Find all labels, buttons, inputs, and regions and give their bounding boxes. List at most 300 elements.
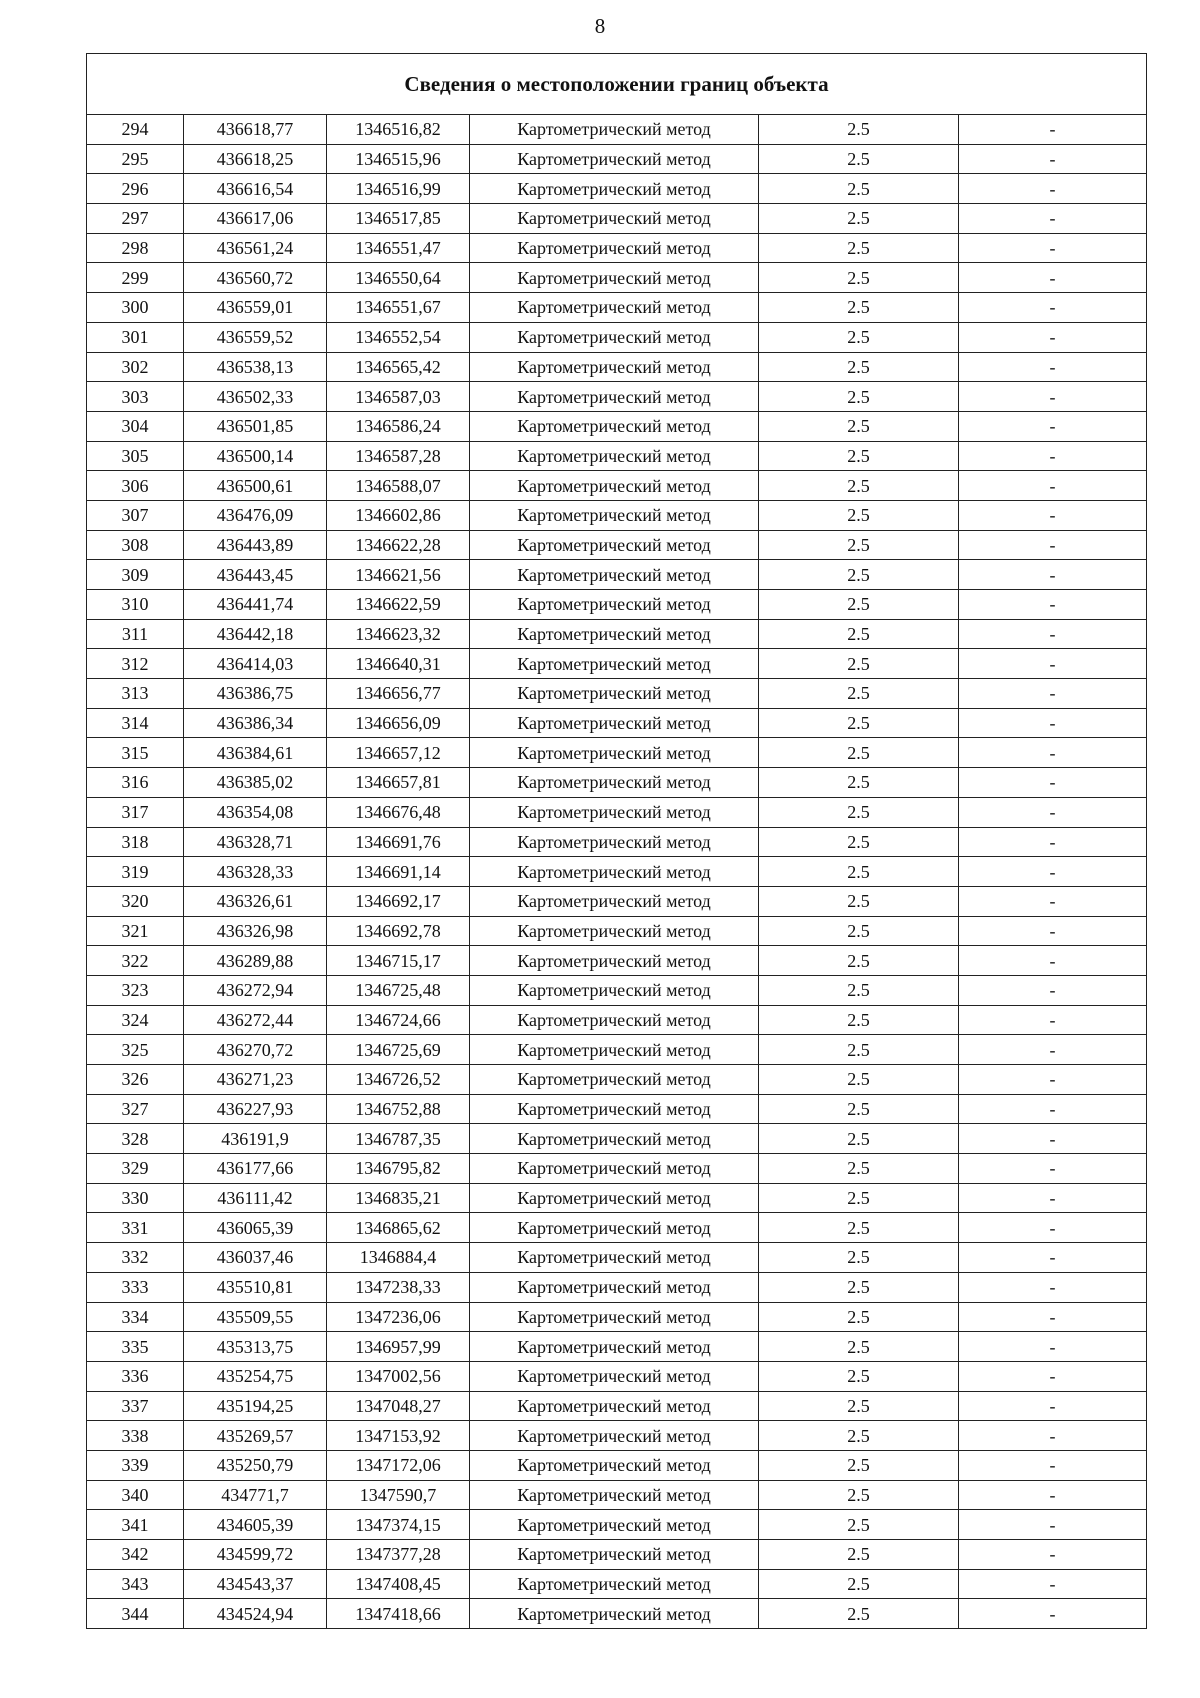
- cell-note: -: [959, 352, 1147, 382]
- cell-method: Картометрический метод: [470, 857, 759, 887]
- table-row: [87, 946, 1147, 976]
- table-row: [87, 1124, 1147, 1154]
- cell-x: 436289,88: [184, 946, 327, 976]
- cell-x: 436502,33: [184, 382, 327, 412]
- cell-note: -: [959, 857, 1147, 887]
- cell-accuracy: 2.5: [759, 619, 959, 649]
- cell-point: 323: [87, 975, 184, 1005]
- cell-accuracy: 2.5: [759, 1599, 959, 1629]
- cell-point: 317: [87, 797, 184, 827]
- cell-y: 1346516,82: [327, 115, 470, 145]
- cell-note: -: [959, 1154, 1147, 1184]
- cell-y: 1347408,45: [327, 1569, 470, 1599]
- cell-point: 314: [87, 708, 184, 738]
- cell-y: 1346622,59: [327, 590, 470, 620]
- table-row: [87, 322, 1147, 352]
- cell-accuracy: 2.5: [759, 322, 959, 352]
- cell-point: 297: [87, 204, 184, 234]
- table-row: [87, 1480, 1147, 1510]
- cell-point: 311: [87, 619, 184, 649]
- table-row: [87, 1065, 1147, 1095]
- cell-y: 1347236,06: [327, 1302, 470, 1332]
- cell-method: Картометрический метод: [470, 204, 759, 234]
- table-row: [87, 1213, 1147, 1243]
- cell-y: 1346787,35: [327, 1124, 470, 1154]
- cell-x: 436270,72: [184, 1035, 327, 1065]
- cell-method: Картометрический метод: [470, 1124, 759, 1154]
- cell-method: Картометрический метод: [470, 471, 759, 501]
- table-row: [87, 975, 1147, 1005]
- cell-accuracy: 2.5: [759, 233, 959, 263]
- cell-note: -: [959, 1065, 1147, 1095]
- cell-method: Картометрический метод: [470, 738, 759, 768]
- cell-note: -: [959, 1450, 1147, 1480]
- cell-x: 434543,37: [184, 1569, 327, 1599]
- cell-note: -: [959, 649, 1147, 679]
- cell-note: -: [959, 768, 1147, 798]
- cell-note: -: [959, 530, 1147, 560]
- cell-y: 1346657,81: [327, 768, 470, 798]
- table-row: [87, 590, 1147, 620]
- cell-accuracy: 2.5: [759, 1302, 959, 1332]
- boundary-coordinates-table: [86, 53, 1147, 1629]
- cell-accuracy: 2.5: [759, 768, 959, 798]
- cell-point: 325: [87, 1035, 184, 1065]
- cell-accuracy: 2.5: [759, 1035, 959, 1065]
- cell-y: 1346692,78: [327, 916, 470, 946]
- table-row: [87, 649, 1147, 679]
- cell-accuracy: 2.5: [759, 946, 959, 976]
- cell-x: 436111,42: [184, 1183, 327, 1213]
- cell-accuracy: 2.5: [759, 590, 959, 620]
- cell-point: 307: [87, 500, 184, 530]
- cell-method: Картометрический метод: [470, 886, 759, 916]
- cell-note: -: [959, 382, 1147, 412]
- cell-method: Картометрический метод: [470, 1183, 759, 1213]
- cell-x: 436037,46: [184, 1243, 327, 1273]
- cell-x: 435250,79: [184, 1450, 327, 1480]
- cell-method: Картометрический метод: [470, 1154, 759, 1184]
- cell-point: 328: [87, 1124, 184, 1154]
- cell-point: 334: [87, 1302, 184, 1332]
- cell-method: Картометрический метод: [470, 115, 759, 145]
- cell-note: -: [959, 1332, 1147, 1362]
- cell-x: 436354,08: [184, 797, 327, 827]
- cell-accuracy: 2.5: [759, 1005, 959, 1035]
- table-row: [87, 204, 1147, 234]
- table-row: [87, 1361, 1147, 1391]
- table-title: Сведения о местоположении границ объекта: [87, 54, 1147, 115]
- cell-note: -: [959, 1361, 1147, 1391]
- cell-accuracy: 2.5: [759, 1361, 959, 1391]
- cell-method: Картометрический метод: [470, 1391, 759, 1421]
- cell-accuracy: 2.5: [759, 115, 959, 145]
- cell-method: Картометрический метод: [470, 1450, 759, 1480]
- cell-accuracy: 2.5: [759, 1569, 959, 1599]
- cell-note: -: [959, 322, 1147, 352]
- cell-accuracy: 2.5: [759, 1213, 959, 1243]
- table-row: [87, 144, 1147, 174]
- cell-accuracy: 2.5: [759, 649, 959, 679]
- cell-point: 340: [87, 1480, 184, 1510]
- cell-y: 1346725,69: [327, 1035, 470, 1065]
- cell-note: -: [959, 115, 1147, 145]
- cell-point: 316: [87, 768, 184, 798]
- cell-x: 435254,75: [184, 1361, 327, 1391]
- cell-accuracy: 2.5: [759, 1094, 959, 1124]
- cell-x: 436618,77: [184, 115, 327, 145]
- cell-y: 1346565,42: [327, 352, 470, 382]
- cell-note: -: [959, 1035, 1147, 1065]
- cell-point: 308: [87, 530, 184, 560]
- cell-y: 1346884,4: [327, 1243, 470, 1273]
- table-row: [87, 1332, 1147, 1362]
- cell-method: Картометрический метод: [470, 174, 759, 204]
- cell-method: Картометрический метод: [470, 233, 759, 263]
- cell-accuracy: 2.5: [759, 1480, 959, 1510]
- cell-y: 1346957,99: [327, 1332, 470, 1362]
- cell-point: 309: [87, 560, 184, 590]
- cell-note: -: [959, 174, 1147, 204]
- cell-x: 436559,01: [184, 293, 327, 323]
- cell-accuracy: 2.5: [759, 1510, 959, 1540]
- cell-method: Картометрический метод: [470, 975, 759, 1005]
- table-row: [87, 115, 1147, 145]
- table-row: [87, 1302, 1147, 1332]
- cell-accuracy: 2.5: [759, 263, 959, 293]
- cell-x: 436500,14: [184, 441, 327, 471]
- cell-accuracy: 2.5: [759, 471, 959, 501]
- cell-note: -: [959, 233, 1147, 263]
- cell-note: -: [959, 471, 1147, 501]
- cell-point: 333: [87, 1272, 184, 1302]
- cell-accuracy: 2.5: [759, 738, 959, 768]
- cell-point: 294: [87, 115, 184, 145]
- cell-y: 1346621,56: [327, 560, 470, 590]
- cell-note: -: [959, 708, 1147, 738]
- cell-point: 299: [87, 263, 184, 293]
- cell-method: Картометрический метод: [470, 679, 759, 709]
- cell-point: 322: [87, 946, 184, 976]
- table-row: [87, 1510, 1147, 1540]
- cell-y: 1346640,31: [327, 649, 470, 679]
- cell-x: 436065,39: [184, 1213, 327, 1243]
- table-row: [87, 352, 1147, 382]
- cell-method: Картометрический метод: [470, 619, 759, 649]
- cell-note: -: [959, 1272, 1147, 1302]
- cell-method: Картометрический метод: [470, 144, 759, 174]
- table-row: [87, 1183, 1147, 1213]
- cell-point: 324: [87, 1005, 184, 1035]
- table-row: [87, 1005, 1147, 1035]
- cell-point: 337: [87, 1391, 184, 1421]
- cell-note: -: [959, 886, 1147, 916]
- cell-note: -: [959, 1213, 1147, 1243]
- cell-point: 303: [87, 382, 184, 412]
- cell-point: 318: [87, 827, 184, 857]
- cell-accuracy: 2.5: [759, 1154, 959, 1184]
- table-row: [87, 263, 1147, 293]
- cell-method: Картометрический метод: [470, 1540, 759, 1570]
- cell-accuracy: 2.5: [759, 411, 959, 441]
- cell-y: 1347238,33: [327, 1272, 470, 1302]
- table-row: [87, 1540, 1147, 1570]
- cell-y: 1346656,09: [327, 708, 470, 738]
- cell-y: 1347002,56: [327, 1361, 470, 1391]
- cell-point: 331: [87, 1213, 184, 1243]
- cell-x: 436616,54: [184, 174, 327, 204]
- table-row: [87, 1599, 1147, 1629]
- cell-x: 436618,25: [184, 144, 327, 174]
- cell-y: 1346676,48: [327, 797, 470, 827]
- cell-x: 436500,61: [184, 471, 327, 501]
- table-row: [87, 174, 1147, 204]
- cell-x: 436476,09: [184, 500, 327, 530]
- cell-note: -: [959, 1302, 1147, 1332]
- cell-point: 342: [87, 1540, 184, 1570]
- cell-x: 436443,45: [184, 560, 327, 590]
- cell-y: 1347590,7: [327, 1480, 470, 1510]
- cell-y: 1347153,92: [327, 1421, 470, 1451]
- table-row: [87, 679, 1147, 709]
- table-row: [87, 857, 1147, 887]
- cell-note: -: [959, 1480, 1147, 1510]
- cell-accuracy: 2.5: [759, 1391, 959, 1421]
- cell-accuracy: 2.5: [759, 1243, 959, 1273]
- cell-note: -: [959, 144, 1147, 174]
- cell-accuracy: 2.5: [759, 500, 959, 530]
- cell-method: Картометрический метод: [470, 916, 759, 946]
- cell-method: Картометрический метод: [470, 1421, 759, 1451]
- table-row: [87, 530, 1147, 560]
- cell-point: 344: [87, 1599, 184, 1629]
- cell-note: -: [959, 827, 1147, 857]
- cell-note: -: [959, 411, 1147, 441]
- table-body: [87, 115, 1147, 1629]
- cell-method: Картометрический метод: [470, 797, 759, 827]
- cell-point: 330: [87, 1183, 184, 1213]
- cell-y: 1347172,06: [327, 1450, 470, 1480]
- cell-y: 1346691,76: [327, 827, 470, 857]
- cell-point: 332: [87, 1243, 184, 1273]
- page-number: 8: [594, 14, 606, 38]
- cell-x: 434605,39: [184, 1510, 327, 1540]
- cell-x: 436561,24: [184, 233, 327, 263]
- cell-point: 320: [87, 886, 184, 916]
- table-row: [87, 1154, 1147, 1184]
- cell-point: 336: [87, 1361, 184, 1391]
- cell-method: Картометрический метод: [470, 946, 759, 976]
- table-row: [87, 1272, 1147, 1302]
- cell-y: 1346602,86: [327, 500, 470, 530]
- cell-accuracy: 2.5: [759, 441, 959, 471]
- cell-y: 1346587,03: [327, 382, 470, 412]
- cell-accuracy: 2.5: [759, 1272, 959, 1302]
- cell-accuracy: 2.5: [759, 886, 959, 916]
- cell-method: Картометрический метод: [470, 352, 759, 382]
- table-row: [87, 441, 1147, 471]
- cell-method: Картометрический метод: [470, 1243, 759, 1273]
- cell-y: 1347374,15: [327, 1510, 470, 1540]
- cell-accuracy: 2.5: [759, 382, 959, 412]
- cell-x: 436326,98: [184, 916, 327, 946]
- cell-method: Картометрический метод: [470, 827, 759, 857]
- cell-accuracy: 2.5: [759, 352, 959, 382]
- cell-x: 436385,02: [184, 768, 327, 798]
- cell-y: 1346725,48: [327, 975, 470, 1005]
- cell-method: Картометрический метод: [470, 768, 759, 798]
- cell-point: 310: [87, 590, 184, 620]
- cell-x: 436501,85: [184, 411, 327, 441]
- cell-accuracy: 2.5: [759, 530, 959, 560]
- cell-note: -: [959, 263, 1147, 293]
- cell-note: -: [959, 797, 1147, 827]
- cell-note: -: [959, 916, 1147, 946]
- cell-method: Картометрический метод: [470, 1035, 759, 1065]
- cell-accuracy: 2.5: [759, 1124, 959, 1154]
- cell-y: 1347048,27: [327, 1391, 470, 1421]
- cell-point: 329: [87, 1154, 184, 1184]
- cell-accuracy: 2.5: [759, 916, 959, 946]
- cell-note: -: [959, 679, 1147, 709]
- cell-y: 1347418,66: [327, 1599, 470, 1629]
- table-row: [87, 471, 1147, 501]
- cell-point: 338: [87, 1421, 184, 1451]
- cell-x: 436328,33: [184, 857, 327, 887]
- table-row: [87, 1450, 1147, 1480]
- cell-y: 1346588,07: [327, 471, 470, 501]
- cell-point: 319: [87, 857, 184, 887]
- cell-note: -: [959, 1183, 1147, 1213]
- cell-note: -: [959, 1569, 1147, 1599]
- cell-note: -: [959, 1391, 1147, 1421]
- cell-x: 436442,18: [184, 619, 327, 649]
- cell-y: 1346724,66: [327, 1005, 470, 1035]
- cell-point: 305: [87, 441, 184, 471]
- cell-x: 436617,06: [184, 204, 327, 234]
- cell-method: Картометрический метод: [470, 708, 759, 738]
- table-row: [87, 500, 1147, 530]
- cell-note: -: [959, 1094, 1147, 1124]
- cell-x: 436538,13: [184, 352, 327, 382]
- cell-note: -: [959, 1510, 1147, 1540]
- cell-point: 300: [87, 293, 184, 323]
- cell-method: Картометрический метод: [470, 1065, 759, 1095]
- cell-accuracy: 2.5: [759, 144, 959, 174]
- cell-y: 1346551,47: [327, 233, 470, 263]
- cell-x: 436272,44: [184, 1005, 327, 1035]
- cell-y: 1347377,28: [327, 1540, 470, 1570]
- cell-x: 435509,55: [184, 1302, 327, 1332]
- cell-note: -: [959, 619, 1147, 649]
- cell-method: Картометрический метод: [470, 1302, 759, 1332]
- cell-note: -: [959, 560, 1147, 590]
- table-row: [87, 619, 1147, 649]
- cell-accuracy: 2.5: [759, 1450, 959, 1480]
- cell-point: 312: [87, 649, 184, 679]
- cell-x: 436272,94: [184, 975, 327, 1005]
- table-row: [87, 382, 1147, 412]
- cell-note: -: [959, 1005, 1147, 1035]
- cell-y: 1346515,96: [327, 144, 470, 174]
- cell-y: 1346865,62: [327, 1213, 470, 1243]
- cell-point: 341: [87, 1510, 184, 1540]
- cell-point: 301: [87, 322, 184, 352]
- table-row: [87, 916, 1147, 946]
- cell-method: Картометрический метод: [470, 1569, 759, 1599]
- table-row: [87, 708, 1147, 738]
- cell-point: 313: [87, 679, 184, 709]
- cell-x: 436414,03: [184, 649, 327, 679]
- table-row: [87, 1391, 1147, 1421]
- cell-accuracy: 2.5: [759, 1183, 959, 1213]
- cell-x: 436326,61: [184, 886, 327, 916]
- cell-method: Картометрический метод: [470, 649, 759, 679]
- cell-x: 436560,72: [184, 263, 327, 293]
- cell-method: Картометрический метод: [470, 322, 759, 352]
- table-row: [87, 886, 1147, 916]
- cell-y: 1346517,85: [327, 204, 470, 234]
- cell-x: 434771,7: [184, 1480, 327, 1510]
- cell-note: -: [959, 1599, 1147, 1629]
- cell-x: 436271,23: [184, 1065, 327, 1095]
- cell-x: 436386,34: [184, 708, 327, 738]
- table-row: [87, 1243, 1147, 1273]
- cell-accuracy: 2.5: [759, 975, 959, 1005]
- cell-y: 1346622,28: [327, 530, 470, 560]
- cell-note: -: [959, 1421, 1147, 1451]
- cell-point: 335: [87, 1332, 184, 1362]
- cell-note: -: [959, 1243, 1147, 1273]
- cell-x: 435313,75: [184, 1332, 327, 1362]
- cell-point: 295: [87, 144, 184, 174]
- cell-accuracy: 2.5: [759, 1421, 959, 1451]
- cell-x: 436384,61: [184, 738, 327, 768]
- cell-point: 302: [87, 352, 184, 382]
- cell-y: 1346516,99: [327, 174, 470, 204]
- cell-y: 1346691,14: [327, 857, 470, 887]
- cell-x: 434524,94: [184, 1599, 327, 1629]
- cell-method: Картометрический метод: [470, 1272, 759, 1302]
- cell-x: 436227,93: [184, 1094, 327, 1124]
- cell-method: Картометрический метод: [470, 590, 759, 620]
- table-row: [87, 293, 1147, 323]
- cell-point: 326: [87, 1065, 184, 1095]
- cell-method: Картометрический метод: [470, 1213, 759, 1243]
- cell-note: -: [959, 975, 1147, 1005]
- cell-x: 435510,81: [184, 1272, 327, 1302]
- cell-y: 1346552,54: [327, 322, 470, 352]
- cell-accuracy: 2.5: [759, 1065, 959, 1095]
- cell-point: 315: [87, 738, 184, 768]
- cell-note: -: [959, 500, 1147, 530]
- cell-y: 1346657,12: [327, 738, 470, 768]
- cell-x: 436559,52: [184, 322, 327, 352]
- table-row: [87, 827, 1147, 857]
- cell-x: 436177,66: [184, 1154, 327, 1184]
- table-row: [87, 1569, 1147, 1599]
- cell-method: Картометрический метод: [470, 1332, 759, 1362]
- cell-accuracy: 2.5: [759, 1540, 959, 1570]
- cell-x: 436386,75: [184, 679, 327, 709]
- cell-y: 1346752,88: [327, 1094, 470, 1124]
- cell-point: 321: [87, 916, 184, 946]
- cell-method: Картометрический метод: [470, 1480, 759, 1510]
- cell-method: Картометрический метод: [470, 411, 759, 441]
- cell-y: 1346656,77: [327, 679, 470, 709]
- cell-x: 435269,57: [184, 1421, 327, 1451]
- table-row: [87, 768, 1147, 798]
